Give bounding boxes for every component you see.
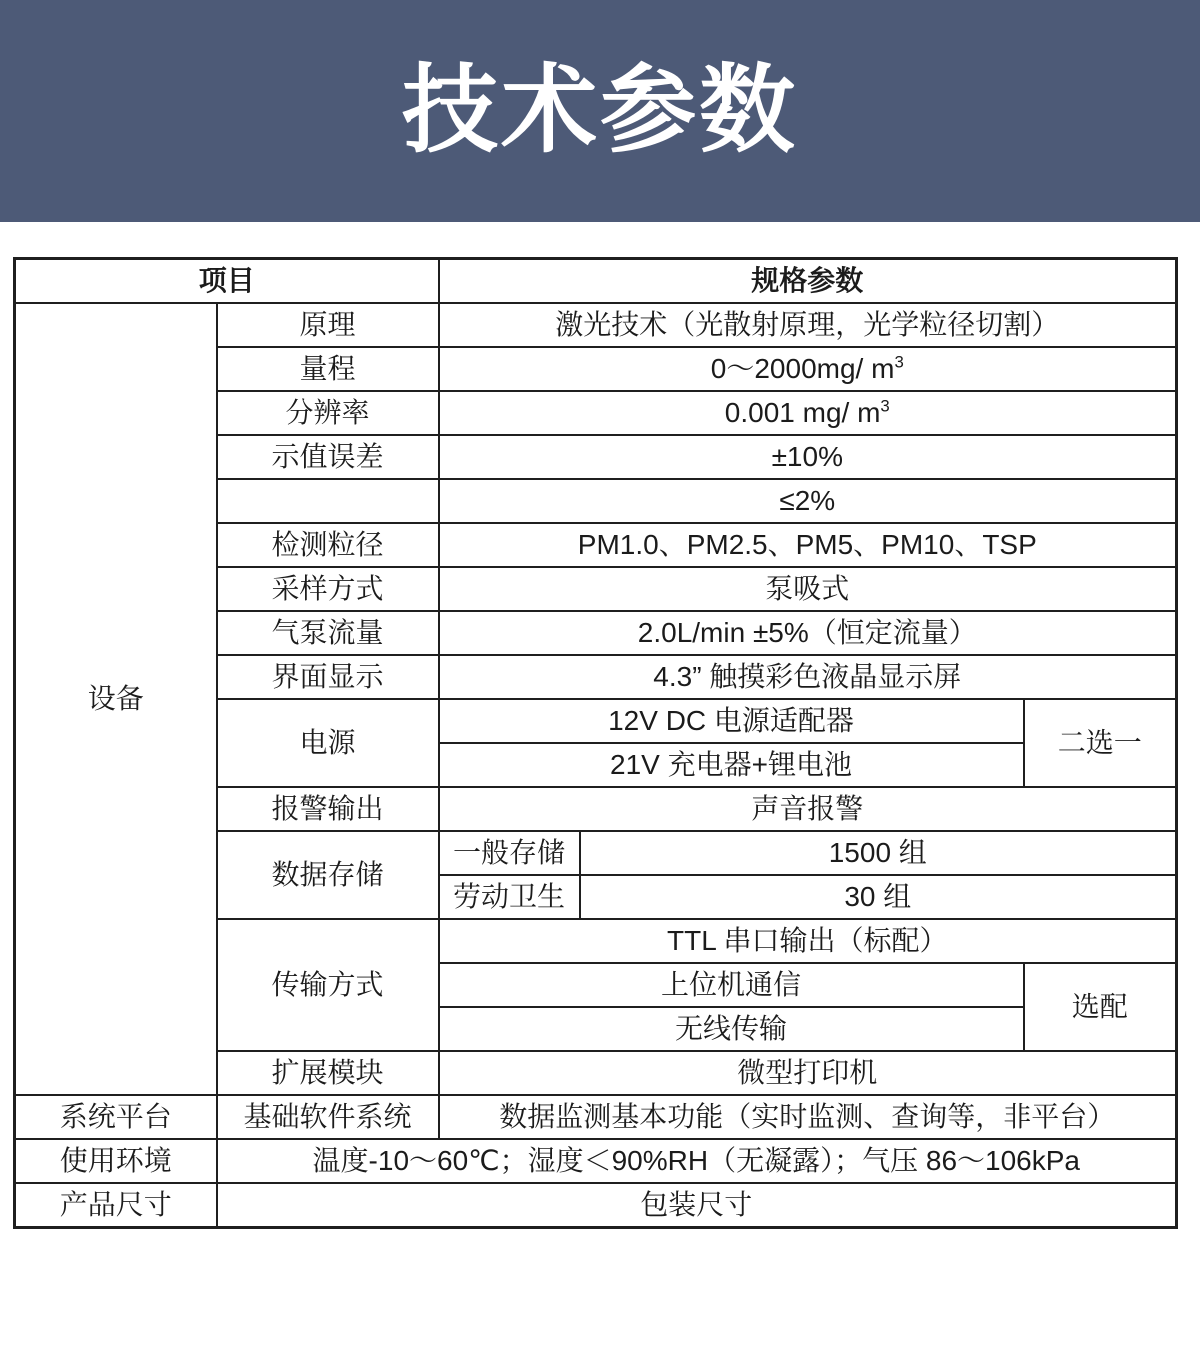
storage-occupational-value: 30 组 xyxy=(580,875,1177,919)
row-particle-sizes-label: 检测粒径 xyxy=(217,523,439,567)
row-environment-value: 温度-10～60℃；湿度＜90%RH（无凝露）；气压 86～106kPa xyxy=(217,1139,1177,1183)
row-display-value: 4.3” 触摸彩色液晶显示屏 xyxy=(439,655,1177,699)
range-value-base: 0～2000mg/ m xyxy=(710,353,895,384)
row-system-platform-value: 数据监测基本功能（实时监测、查询等，非平台） xyxy=(439,1095,1177,1139)
transmission-note: 选配 xyxy=(1024,963,1177,1051)
row-system-platform-label: 系统平台 xyxy=(15,1095,217,1139)
row-product-size-value: 包装尺寸 xyxy=(217,1183,1177,1228)
power-note: 二选一 xyxy=(1024,699,1177,787)
resolution-value-sup: 3 xyxy=(880,396,890,416)
header-item: 项目 xyxy=(15,259,439,304)
row-indication-error-label: 示值误差 xyxy=(217,435,439,479)
transmission-option1-value: 上位机通信 xyxy=(439,963,1024,1007)
row-display-label: 界面显示 xyxy=(217,655,439,699)
row-expansion-label: 扩展模块 xyxy=(217,1051,439,1095)
row-range-label: 量程 xyxy=(217,347,439,391)
row-environment-label: 使用环境 xyxy=(15,1139,217,1183)
row-resolution-label: 分辨率 xyxy=(217,391,439,435)
row-environment xyxy=(15,1139,1177,1183)
row-indication-error-value: ±10% xyxy=(439,435,1177,479)
resolution-value-base: 0.001 mg/ m xyxy=(724,397,881,428)
storage-general-label: 一般存储 xyxy=(439,831,580,875)
range-value-sup: 3 xyxy=(894,352,904,372)
header-row xyxy=(15,259,1177,304)
row-resolution-value xyxy=(439,391,1177,435)
row-principle-value: 激光技术（光散射原理，光学粒径切割） xyxy=(439,303,1177,347)
row-principle-label: 原理 xyxy=(217,303,439,347)
power-option1-value: 12V DC 电源适配器 xyxy=(439,699,1024,743)
row-system-platform xyxy=(15,1095,1177,1139)
row-repeatability-value: ≤2% xyxy=(439,479,1177,523)
row-alarm-output-value: 声音报警 xyxy=(439,787,1177,831)
row-pump-flow-label: 气泵流量 xyxy=(217,611,439,655)
page-title: 技术参数 xyxy=(402,57,798,164)
row-sampling-method-label: 采样方式 xyxy=(217,567,439,611)
spec-table xyxy=(13,257,1178,1229)
power-option2-value: 21V 充电器+锂电池 xyxy=(439,743,1024,787)
storage-occupational-label: 劳动卫生 xyxy=(439,875,580,919)
row-transmission-label: 传输方式 xyxy=(217,919,439,1051)
title-banner xyxy=(0,0,1200,222)
row-expansion-value: 微型打印机 xyxy=(439,1051,1177,1095)
row-power-label: 电源 xyxy=(217,699,439,787)
header-spec: 规格参数 xyxy=(439,259,1177,304)
row-principle xyxy=(15,303,1177,347)
row-repeatability-label xyxy=(217,479,439,523)
row-data-storage-label: 数据存储 xyxy=(217,831,439,919)
row-product-size xyxy=(15,1183,1177,1228)
transmission-standard-value: TTL 串口输出（标配） xyxy=(439,919,1177,963)
row-system-platform-sublabel: 基础软件系统 xyxy=(217,1095,439,1139)
row-pump-flow-value: 2.0L/min ±5%（恒定流量） xyxy=(439,611,1177,655)
row-product-size-label: 产品尺寸 xyxy=(15,1183,217,1228)
row-alarm-output-label: 报警输出 xyxy=(217,787,439,831)
transmission-option2-value: 无线传输 xyxy=(439,1007,1024,1051)
row-range-value xyxy=(439,347,1177,391)
storage-general-value: 1500 组 xyxy=(580,831,1177,875)
row-sampling-method-value: 泵吸式 xyxy=(439,567,1177,611)
group-label-device: 设备 xyxy=(15,303,217,1095)
row-particle-sizes-value: PM1.0、PM2.5、PM5、PM10、TSP xyxy=(439,523,1177,567)
